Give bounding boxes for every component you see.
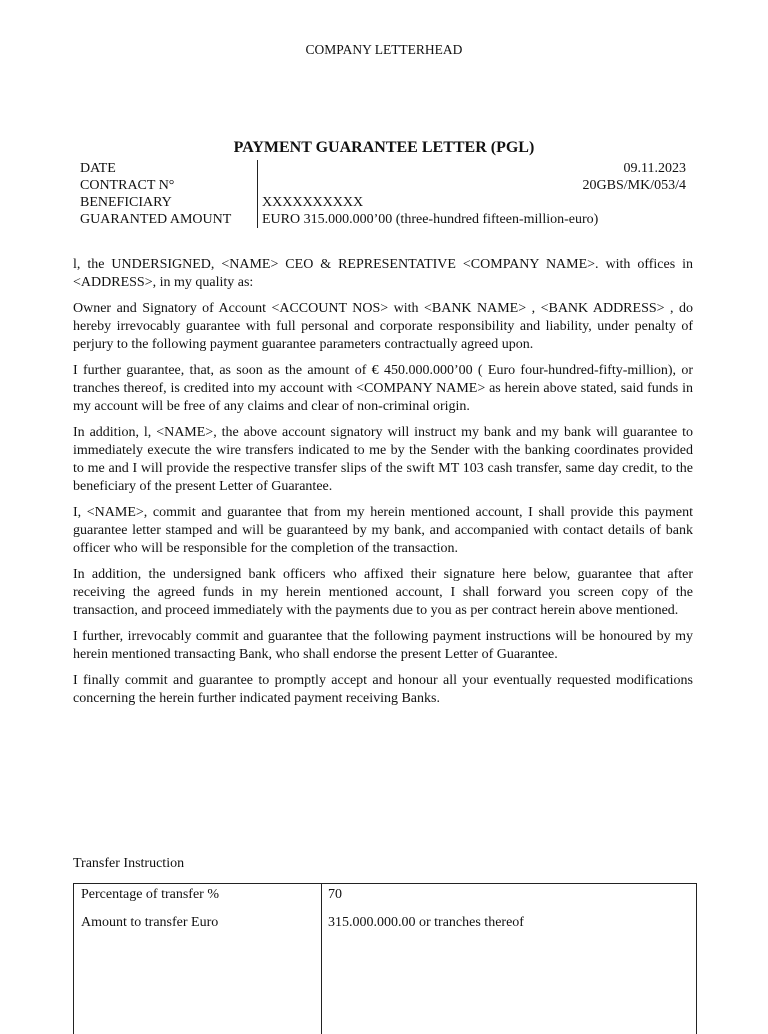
paragraph: In addition, the undersigned bank officers who affixed their signature here below, guarantee that after receiving the agreed funds in my herein mentioned account, I shall forward you screen copy of the transaction, and proceed immediately with the payments due to you as per contract herein above mentioned.	[73, 567, 693, 618]
transfer-instruction-label: Transfer Instruction	[73, 856, 185, 871]
letterhead: COMPANY LETTERHEAD	[305, 42, 463, 57]
info-value: 09.11.2023	[623, 161, 686, 176]
info-row-amount	[80, 211, 688, 228]
table-cell-field: Amount to transfer Euro	[81, 915, 219, 930]
table-cell-field: Percentage of transfer %	[81, 887, 219, 902]
table-cell-value: 70	[328, 887, 342, 902]
paragraph: In addition, l, <NAME>, the above account signatory will instruct my bank and my bank will guarantee to immediately execute the wire transfers indicated to me by the Sender with the banking coordinates provided to me and I will provide the respective transfer slips of the swift MT 103 cash transfer, same day credit, to the beneficiary of the present Letter of Guarantee.	[73, 425, 693, 494]
table-divider	[321, 884, 322, 1034]
info-row-beneficiary	[80, 194, 688, 211]
document-title: PAYMENT GUARANTEE LETTER (PGL)	[233, 139, 535, 156]
info-row-contract	[80, 177, 688, 194]
paragraph: I, <NAME>, commit and guarantee that from my herein mentioned account, I shall provide this payment guarantee letter stamped and will be guaranteed by my bank, and accompanied with contact details of bank officer who will be responsible for the completion of the transaction.	[73, 505, 693, 556]
letter-body	[73, 256, 693, 716]
paragraph: l, the UNDERSIGNED, <NAME> CEO & REPRESENTATIVE <COMPANY NAME>. with offices in <ADDRESS>, in my quality as:	[73, 257, 693, 290]
info-divider	[257, 160, 258, 228]
info-block	[80, 160, 688, 228]
table-cell-value: 315.000.000.00 or tranches thereof	[328, 915, 524, 930]
paragraph: Owner and Signatory of Account <ACCOUNT NOS> with <BANK NAME> , <BANK ADDRESS> , do hereby irrevocably guarantee with full personal and corporate responsibility and liability, under penalty of perjury to the following payment guarantee parameters contractually agreed upon.	[73, 301, 693, 352]
paragraph: I further, irrevocably commit and guarantee that the following payment instructions will be honoured by my herein mentioned transacting Bank, who shall endorse the present Letter of Guarantee.	[73, 629, 693, 662]
info-label: DATE	[80, 161, 116, 176]
info-label: BENEFICIARY	[80, 195, 172, 210]
info-label: CONTRACT N°	[80, 178, 175, 193]
info-value: EURO 315.000.000’00 (three-hundred fifteen-million-euro)	[262, 212, 599, 227]
info-label: GUARANTED AMOUNT	[80, 212, 232, 227]
info-value: XXXXXXXXXX	[262, 195, 364, 210]
info-row-date	[80, 160, 688, 177]
info-value: 20GBS/MK/053/4	[582, 178, 686, 193]
paragraph: I further guarantee, that, as soon as the amount of € 450.000.000’00 ( Euro four-hundred-fifty-million), or tranches thereof, is credited into my account with <COMPANY NAME> as herein above stated, said funds in my account will be free of any claims and clear of non-criminal origin.	[73, 363, 693, 414]
transfer-table	[73, 883, 697, 1034]
paragraph: I finally commit and guarantee to promptly accept and honour all your eventually requested modifications concerning the herein further indicated payment receiving Banks.	[73, 673, 693, 706]
